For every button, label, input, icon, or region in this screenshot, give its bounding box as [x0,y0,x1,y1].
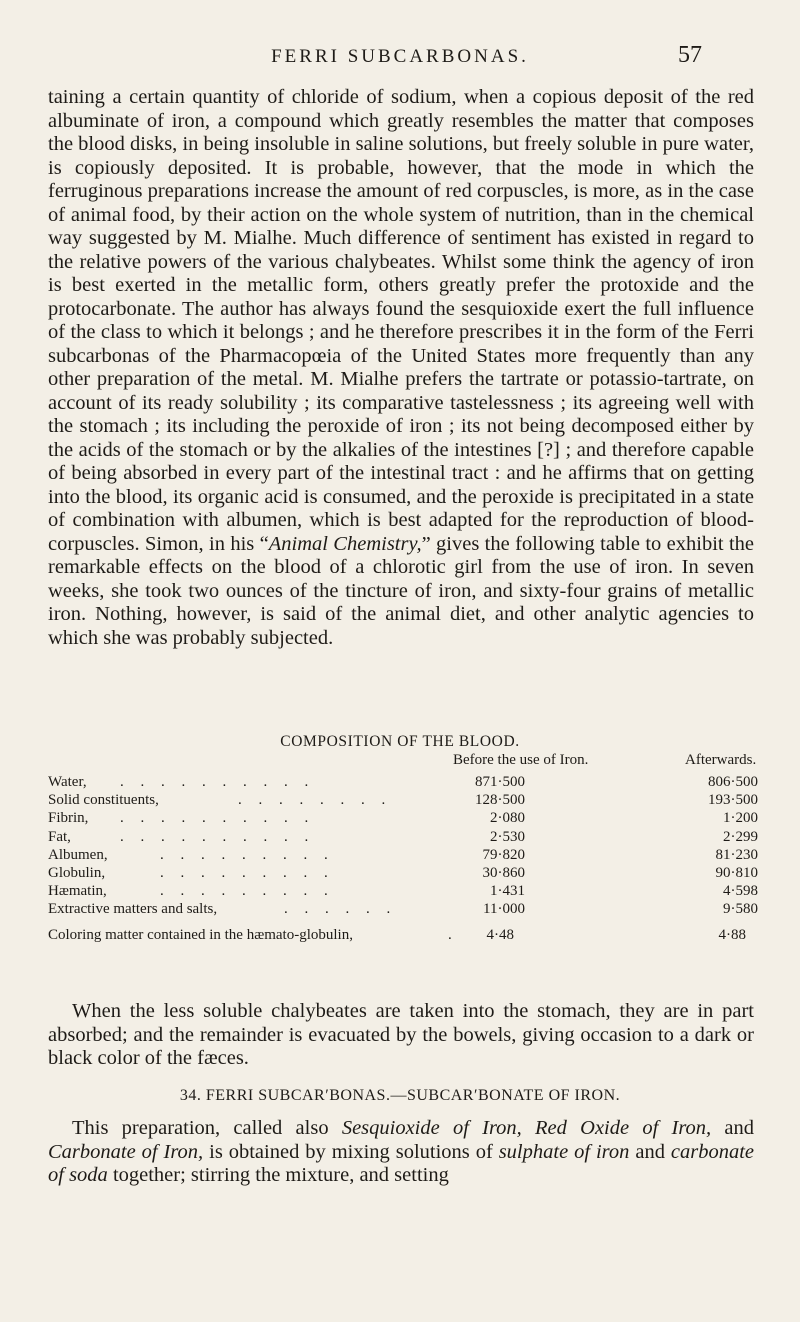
row-label: Extractive matters and salts, [48,901,218,918]
section-heading: 34. FERRI SUBCAR′BONAS.—SUBCAR′BONATE OF IRON. [179,1087,621,1104]
value-before: 871·500 [475,774,525,790]
table-row [48,829,768,847]
value-after: 2·299 [723,828,758,845]
paragraph-1-text-b: ” gives the following table to exhibit the remarkable effects on the blood of a chlorotic girl from the use of iron. In seven weeks, she took two ounces of the tincture of iron, and sixty-four grains of metallic iron. Nothing, however, is said of the animal diet, and other analytic agencies to which she was probably subjected. [48,532,754,649]
table-row [48,865,768,883]
row-label: Globulin, [48,864,106,881]
table-row [48,847,768,865]
leader-dots: . . . . . . . . . [160,883,335,900]
reagent-carbonate: carbonate of soda [48,1140,755,1186]
value-after: 193·500 [708,792,758,809]
reagent-sulphate: sulphate of iron [498,1140,630,1163]
row-label: Solid constituents, [48,792,159,809]
value-before: 4·48 [486,926,514,943]
body-paragraph-3 [48,1117,754,1188]
value-before: 11·000 [483,901,525,918]
blood-composition-table [48,752,768,945]
value-after: 1·200 [723,810,758,827]
value-after: 9·580 [723,901,758,918]
row-label: Water, [48,774,87,790]
value-after: 81·230 [715,846,758,863]
book-title: Animal Chemistry, [268,532,422,555]
running-head: FERRI SUBCARBONAS. [271,46,529,67]
synonym-names: Sesquioxide of Iron, Red Oxide of Iron, [341,1117,712,1139]
table-row [48,792,768,810]
leader-dots: . . . . . . . . . . [120,828,315,845]
leader-dots: . . . . . . [284,901,397,918]
leader-dots: . . . . . . . . . . [120,774,315,790]
page-header [0,42,800,76]
value-after: 4·598 [723,883,758,900]
table-row [48,883,768,901]
row-label: Coloring matter contained in the hæmato-globulin, [48,926,353,943]
paragraph-1-text-a: taining a certain quantity of chloride of sodium, when a copious deposit of the red albuminate of iron, a compound which greatly resembles the matter that composes the blood disks, in being insoluble in saline solutions, but freely soluble in pure water, is copiously deposited. It is probable, however, that the mode in which the ferruginous preparations increase the amount of red corpuscles, is more, as in the case of animal food, by their action on the whole system of nutrition, than in the chemical way suggested by M. Mialhe. Much difference of sentiment has existed in regard to the relative powers of the various chalybeates. Whilst some think the agency of iron is best exerted in the metallic form, others greatly prefer the protoxide and the protocarbonate. The author has always found the sesquioxide exert the full influence of the class to which it belongs ; and he therefore prescribes it in the form of the Ferri subcarbonas of the Pharmacopœia of the United States more frequently than any other preparation of the metal. M. Mialhe prefers the tartrate or potassio-tartrate, on account of its ready solubility ; its comparative tastelessness ; its agreeing well with the stomach ; its including the peroxide of iron ; its not being decomposed either by the acids of the stomach or by the alkalies of the intestines [?] ; and therefore capable of being absorbed in every part of the intestinal tract : and he affirms that on getting into the blood, its organic acid is consumed, and the peroxide is precipitated in a state of combination with albumen, which is best adapted for the reproduction of blood-corpuscles. Simon, in his “ [48,86,754,555]
table-header [48,752,768,774]
leader-dots: . [448,926,459,943]
value-after: 90·810 [715,864,758,881]
paragraph-3-text-c: is obtained by mixing solutions of [203,1140,499,1163]
value-after: 4·88 [718,926,746,943]
table-row [48,810,768,828]
row-label: Fibrin, [48,810,89,827]
row-label: Albumen, [48,846,108,863]
paragraph-2-text: When the less soluble chalybeates are taken into the stomach, they are in part absorbed; and the remainder is evacuated by the bowels, giving occasion to a dark or black color of the fæces. [48,1000,754,1069]
value-before: 128·500 [475,792,525,809]
leader-dots: . . . . . . . . . [160,864,335,881]
paragraph-3-text-d: and [629,1140,671,1163]
body-paragraph-2 [48,1000,754,1071]
row-label: Hæmatin, [48,883,107,900]
paragraph-3-text-b: and [711,1117,755,1139]
row-label: Fat, [48,828,71,845]
table-row-coloring-matter [48,927,768,945]
value-before: 2·530 [490,828,525,845]
value-after: 806·500 [708,774,758,790]
column-header-after: Afterwards. [685,752,757,768]
value-before: 1·431 [490,883,525,900]
table-row [48,901,768,919]
body-paragraph-1 [48,86,754,650]
table-title: COMPOSITION OF THE BLOOD. [280,733,520,750]
table-row [48,774,768,792]
leader-dots: . . . . . . . . . [160,846,335,863]
page-number: 57 [678,42,702,68]
value-before: 30·860 [482,864,525,881]
synonym-carbonate: Carbonate of Iron, [48,1140,204,1163]
paragraph-3-text-a: This preparation, called also [72,1117,342,1139]
leader-dots: . . . . . . . . . . [120,810,315,827]
value-before: 2·080 [490,810,525,827]
paragraph-3-text-e: together; stirring the mixture, and setting [107,1164,449,1186]
column-header-before: Before the use of Iron. [453,752,589,768]
leader-dots: . . . . . . . . [238,792,392,809]
value-before: 79·820 [482,846,525,863]
